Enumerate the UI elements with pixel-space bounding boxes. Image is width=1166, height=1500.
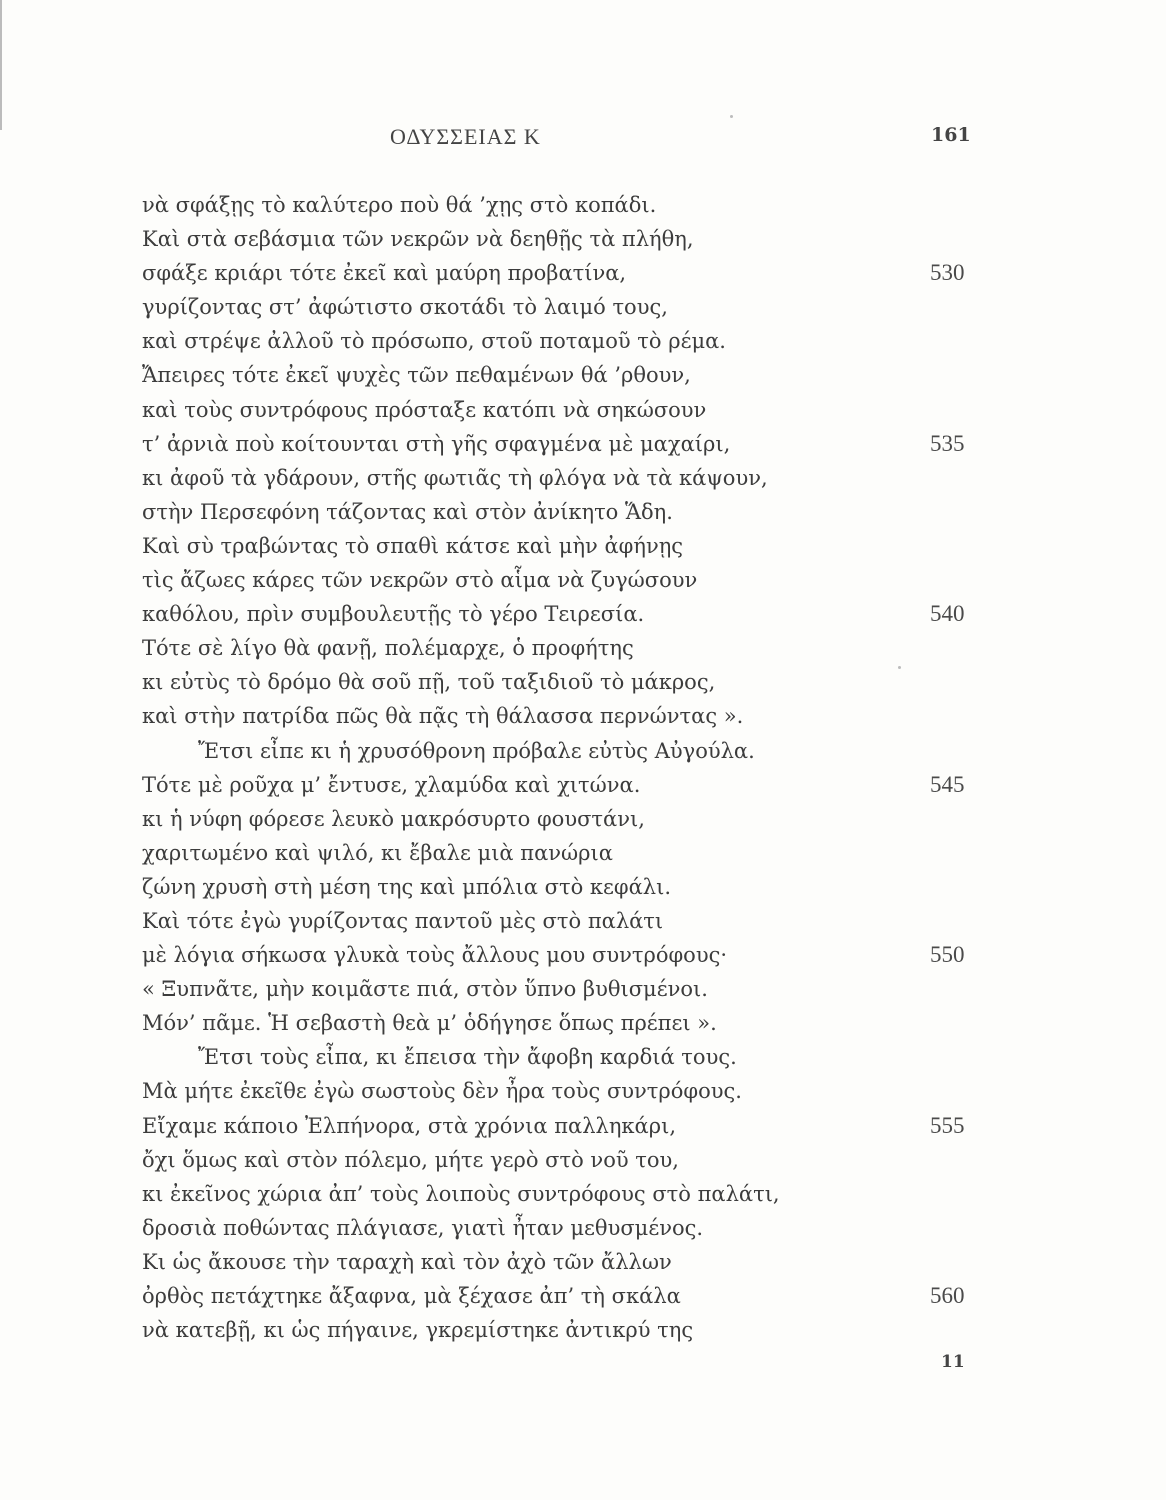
verse-text: Τότε σὲ λίγο θὰ φανῇ, πολέμαρχε, ὁ προφήτης [142,636,634,661]
verse-text: Κι ὡς ἄκουσε τὴν ταραχὴ καὶ τὸν ἀχὸ τῶν ἄλλων [142,1249,672,1274]
verse-line [142,972,982,1006]
verse-text: σφάξε κριάρι τότε ἐκεῖ καὶ μαύρη προβατίνα, [142,261,627,286]
verse-text: νὰ κατεβῇ, κι ὡς πήγαινε, γκρεμίστηκε ἀντικρύ της [142,1318,694,1343]
verse-text: κι ἀφοῦ τὰ γδάρουν, στῆς φωτιᾶς τὴ φλόγα νὰ τὰ κάψουν, [142,465,768,490]
verse-line [142,461,982,495]
verse-line [142,1143,982,1177]
verse-line [142,256,982,290]
verse-line [142,1074,982,1108]
verse-line [142,1109,982,1143]
verse-text: καὶ τοὺς συντρόφους πρόσταξε κατόπι νὰ σηκώσουν [142,397,707,422]
verse-line [142,631,982,665]
verse-text: τ’ ἀρνιὰ ποὺ κοίτουνται στὴ γῆς σφαγμένα μὲ μαχαίρι, [142,431,731,456]
verse-line [142,188,982,222]
verse-line [142,904,982,938]
line-number: 550 [930,942,965,968]
verse-text: Τότε μὲ ροῦχα μ’ ἔντυσε, χλαμύδα καὶ χιτώνα. [142,772,641,797]
verse-line [142,1211,982,1245]
verse-line [142,1279,982,1313]
line-number: 540 [930,601,965,627]
verse-text: κι ἐκεῖνος χώρια ἀπ’ τοὺς λοιποὺς συντρόφους στὸ παλάτι, [142,1181,780,1206]
verse-text: κι ἡ νύφη φόρεσε λευκὸ μακρόσυρτο φουστάνι, [142,806,645,831]
verse-line [142,665,982,699]
line-number: 560 [930,1283,965,1308]
verse-line [142,324,982,358]
line-number: 535 [930,430,965,456]
page-number: 161 [931,124,971,146]
verse-line [142,1245,982,1279]
verse-text: χαριτωμένο καὶ ψιλό, κι ἔβαλε μιὰ πανώρια [142,840,613,865]
verse-text: ὀρθὸς πετάχτηκε ἄξαφνα, μὰ ξέχασε ἀπ’ τὴ σκάλα [142,1284,681,1308]
verse-text: Καὶ τότε ἐγὼ γυρίζοντας παντοῦ μὲς στὸ παλάτι [142,908,664,933]
line-number: 530 [930,260,965,286]
verse-line [142,427,982,461]
verse-line [142,836,982,870]
line-number: 545 [930,771,965,797]
verse-line [142,768,982,802]
verse-text: Μὰ μήτε ἐκεῖθε ἐγὼ σωστοὺς δὲν ἦρα τοὺς συντρόφους. [142,1079,742,1104]
verse-text: κι εὐτὺς τὸ δρόμο θὰ σοῦ πῇ, τοῦ ταξιδιοῦ τὸ μάκρος, [142,670,716,695]
scan-speck [730,115,733,118]
verse-text: ὄχι ὅμως καὶ στὸν πόλεμο, μήτε γερὸ στὸ νοῦ του, [142,1147,679,1172]
verse-text: καὶ στρέψε ἀλλοῦ τὸ πρόσωπο, στοῦ ποταμοῦ τὸ ρέμα. [142,329,726,354]
verse-line [142,597,982,631]
verse-text: Καὶ στὰ σεβάσμια τῶν νεκρῶν νὰ δεηθῇς τὰ πλήθη, [142,227,694,252]
verse-text: Ἔτσι εἶπε κι ἡ χρυσόθρονη πρόβαλε εὐτὺς Αὐγούλα. [198,738,755,763]
signature-mark: 11 [941,1352,965,1372]
verse-text: μὲ λόγια σήκωσα γλυκὰ τοὺς ἄλλους μου συντρόφους· [142,943,728,968]
verse-text: νὰ σφάξῃς τὸ καλύτερο ποὺ θά ’χῃς στὸ κοπάδι. [142,193,657,217]
verse-line [142,563,982,597]
running-head [0,124,1166,154]
verse-text: δροσιὰ ποθώντας πλάγιασε, γιατὶ ἦταν μεθυσμένος. [142,1215,704,1240]
scan-edge-mark [0,0,2,130]
running-title: ΟΔΥΣΣΕΙΑΣ Κ [390,124,541,149]
verse-line [142,358,982,392]
verse-text: Εἴχαμε κάποιο Ἐλπήνορα, στὰ χρόνια παλληκάρι, [142,1113,676,1138]
verse-text: στὴν Περσεφόνη τάζοντας καὶ στὸν ἀνίκητο Ἅδη. [142,499,673,524]
verse-line [142,870,982,904]
verse-text: Ἄπειρες τότε ἐκεῖ ψυχὲς τῶν πεθαμένων θά ’ρθουν, [142,363,691,388]
verse-line [142,938,982,972]
verse-text: ζώνη χρυσὴ στὴ μέση της καὶ μπόλια στὸ κεφάλι. [142,874,672,899]
verse-text: καθόλου, πρὶν συμβουλευτῇς τὸ γέρο Τειρεσία. [142,602,645,627]
verse-text: τὶς ἄζωες κάρες τῶν νεκρῶν στὸ αἷμα νὰ ζυγώσουν [142,568,698,593]
verse-text: Ἔτσι τοὺς εἶπα, κι ἔπεισα τὴν ἄφοβη καρδιά τους. [198,1045,737,1070]
verse-text: καὶ στὴν πατρίδα πῶς θὰ πᾷς τὴ θάλασσα περνώντας ». [142,704,744,729]
verse-line [142,393,982,427]
verse-block [142,188,982,1347]
verse-text: γυρίζοντας στ’ ἀφώτιστο σκοτάδι τὸ λαιμό τους, [142,295,668,320]
verse-line [142,529,982,563]
verse-line [142,1006,982,1040]
verse-line [142,495,982,529]
verse-text: Μόν’ πᾶμε. Ἡ σεβαστὴ θεὰ μ’ ὁδήγησε ὅπως πρέπει ». [142,1011,717,1036]
verse-text: « Ξυπνᾶτε, μὴν κοιμᾶστε πιά, στὸν ὕπνο βυθισμένοι. [142,977,708,1002]
verse-text: Καὶ σὺ τραβώντας τὸ σπαθὶ κάτσε καὶ μὴν ἀφήνῃς [142,533,684,558]
verse-line [142,1040,982,1074]
line-number: 555 [930,1112,965,1138]
verse-line [142,1313,982,1347]
verse-line [142,699,982,733]
verse-line [142,734,982,768]
verse-line [142,802,982,836]
verse-line [142,1177,982,1211]
verse-line [142,290,982,324]
verse-line [142,222,982,256]
